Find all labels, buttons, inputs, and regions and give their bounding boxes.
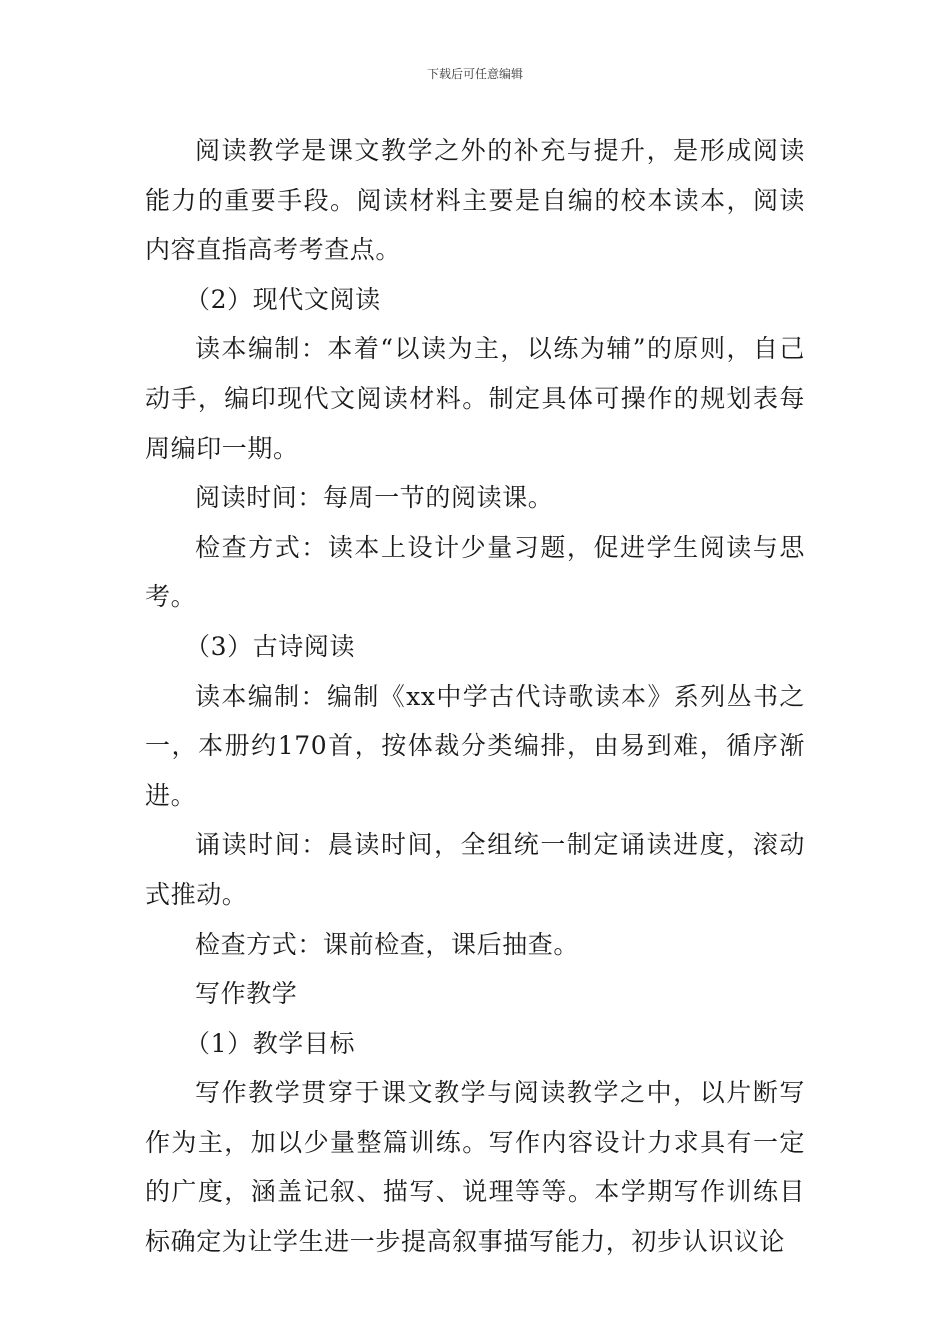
heading-teaching-goal: （1）教学目标 <box>185 1028 356 1058</box>
paragraph-poetry-check: 检查方式：课前检查，课后抽查。 <box>195 929 580 959</box>
heading-ancient-poetry: （3）古诗阅读 <box>185 631 356 661</box>
paragraph-modern-time: 阅读时间：每周一节的阅读课。 <box>195 483 554 513</box>
paragraph-poetry-textbook: 读本编制：编制《xx中学古代诗歌读本》系列丛书之一，本册约170首，按体裁分类编排，由易到难，循序渐进。 <box>145 681 805 810</box>
page-header: 下载后可任意编辑 <box>426 67 523 81</box>
heading-modern-reading: （2）现代文阅读 <box>185 284 381 314</box>
document-body <box>145 126 805 1267</box>
paragraph-writing-goal: 写作教学贯穿于课文教学与阅读教学之中，以片断写作为主，加以少量整篇训练。写作内容设计力求具有一定的广度，涵盖记叙、描写、说理等等。本学期写作训练目标确定为让学生进一步提高叙事描写能力，初步认识议论 <box>145 1078 805 1257</box>
paragraph-poetry-time: 诵读时间：晨读时间，全组统一制定诵读进度，滚动式推动。 <box>145 830 805 909</box>
heading-writing-teaching: 写作教学 <box>195 979 298 1009</box>
paragraph-reading-teaching: 阅读教学是课文教学之外的补充与提升，是形成阅读能力的重要手段。阅读材料主要是自编的校本读本，阅读内容直指高考考查点。 <box>145 136 805 265</box>
paragraph-modern-check: 检查方式：读本上设计少量习题，促进学生阅读与思考。 <box>145 532 805 612</box>
paragraph-modern-textbook: 读本编制：本着“以读为主，以练为辅”的原则，自己动手，编印现代文阅读材料。制定具体可操作的规划表每周编印一期。 <box>145 334 805 463</box>
